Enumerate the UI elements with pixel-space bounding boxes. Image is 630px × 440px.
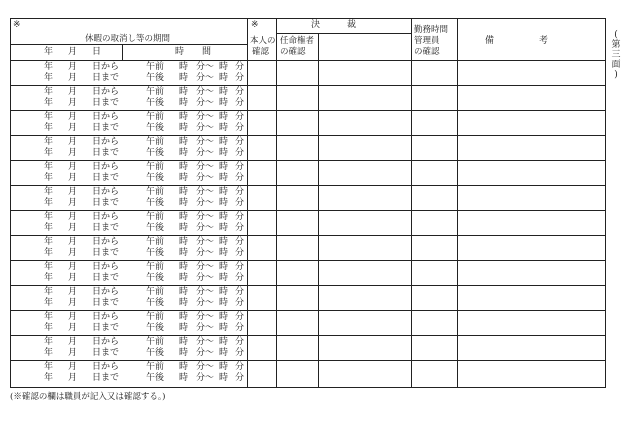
hour-label: 時: [179, 262, 189, 272]
hour-label: 時: [219, 173, 229, 183]
minute-from-label: 分～: [196, 112, 215, 122]
period-row: [10, 161, 606, 186]
month-label: 月: [68, 298, 78, 308]
minute-label: 分: [235, 312, 245, 322]
year-label: 年: [44, 87, 54, 97]
minute-label: 分: [235, 187, 245, 197]
hour-label: 時: [219, 323, 229, 333]
pm-label: 午後: [146, 373, 165, 383]
am-label: 午前: [146, 187, 165, 197]
period-row: [10, 86, 606, 111]
minute-from-label: 分～: [196, 348, 215, 358]
minute-from-label: 分～: [196, 323, 215, 333]
day-from-label: 日から: [92, 237, 120, 247]
hour-label: 時: [179, 123, 189, 133]
hour-label: 時: [219, 73, 229, 83]
hour-label: 時: [179, 223, 189, 233]
period-row: [10, 136, 606, 161]
kinmu-label-3: の確認: [414, 47, 440, 57]
minute-label: 分: [235, 87, 245, 97]
hour-label: 時: [219, 223, 229, 233]
month-label: 月: [68, 337, 78, 347]
header-year: 年: [44, 47, 54, 57]
pm-label: 午後: [146, 73, 165, 83]
hour-label: 時: [219, 62, 229, 72]
minute-label: 分: [235, 373, 245, 383]
hour-label: 時: [179, 87, 189, 97]
period-row: [10, 261, 606, 286]
minute-from-label: 分～: [196, 198, 215, 208]
minute-from-label: 分～: [196, 362, 215, 372]
footnote: (※確認の欄は職員が記入又は確認する。): [10, 392, 166, 402]
hour-label: 時: [219, 312, 229, 322]
minute-label: 分: [235, 73, 245, 83]
period-row: [10, 111, 606, 136]
honnin-label-2: 確認: [252, 47, 270, 57]
am-label: 午前: [146, 212, 165, 222]
hour-label: 時: [179, 298, 189, 308]
hour-label: 時: [179, 273, 189, 283]
minute-from-label: 分～: [196, 87, 215, 97]
header-divider-period: [10, 44, 247, 45]
hour-label: 時: [179, 73, 189, 83]
minute-label: 分: [235, 262, 245, 272]
pm-label: 午後: [146, 223, 165, 233]
day-from-label: 日から: [92, 62, 120, 72]
hour-label: 時: [179, 373, 189, 383]
kinmu-label-2: 管理員: [414, 36, 440, 46]
hour-label: 時: [179, 98, 189, 108]
pm-label: 午後: [146, 148, 165, 158]
am-label: 午前: [146, 237, 165, 247]
minute-label: 分: [235, 323, 245, 333]
minute-label: 分: [235, 98, 245, 108]
pm-label: 午後: [146, 323, 165, 333]
hour-label: 時: [219, 287, 229, 297]
month-label: 月: [68, 373, 78, 383]
minute-from-label: 分～: [196, 298, 215, 308]
month-label: 月: [68, 223, 78, 233]
hour-label: 時: [179, 323, 189, 333]
day-from-label: 日から: [92, 287, 120, 297]
day-from-label: 日から: [92, 112, 120, 122]
year-label: 年: [44, 237, 54, 247]
month-label: 月: [68, 312, 78, 322]
period-row: [10, 361, 606, 386]
biko-label: 備 考: [485, 36, 549, 46]
header-month: 月: [68, 47, 78, 57]
minute-from-label: 分～: [196, 62, 215, 72]
month-label: 月: [68, 323, 78, 333]
minute-from-label: 分～: [196, 98, 215, 108]
year-label: 年: [44, 187, 54, 197]
year-label: 年: [44, 248, 54, 258]
header-divider-date-time: [122, 44, 123, 60]
month-label: 月: [68, 148, 78, 158]
year-label: 年: [44, 287, 54, 297]
year-label: 年: [44, 323, 54, 333]
minute-from-label: 分～: [196, 373, 215, 383]
day-until-label: 日まで: [92, 223, 120, 233]
day-from-label: 日から: [92, 87, 120, 97]
year-label: 年: [44, 312, 54, 322]
page-label: [610, 30, 622, 80]
pm-label: 午後: [146, 348, 165, 358]
pm-label: 午後: [146, 273, 165, 283]
leave-cancellation-form-table: [10, 18, 606, 388]
minute-label: 分: [235, 273, 245, 283]
period-row: [10, 311, 606, 336]
minute-from-label: 分～: [196, 287, 215, 297]
month-label: 月: [68, 87, 78, 97]
minute-from-label: 分～: [196, 237, 215, 247]
period-row: [10, 236, 606, 261]
minute-label: 分: [235, 298, 245, 308]
minute-label: 分: [235, 173, 245, 183]
am-label: 午前: [146, 262, 165, 272]
am-label: 午前: [146, 312, 165, 322]
page-label-char: (: [614, 30, 618, 40]
hour-label: 時: [219, 112, 229, 122]
day-until-label: 日まで: [92, 248, 120, 258]
minute-from-label: 分～: [196, 212, 215, 222]
minute-label: 分: [235, 223, 245, 233]
day-until-label: 日まで: [92, 148, 120, 158]
minute-label: 分: [235, 248, 245, 258]
minute-from-label: 分～: [196, 223, 215, 233]
hour-label: 時: [179, 198, 189, 208]
day-until-label: 日まで: [92, 323, 120, 333]
hour-label: 時: [219, 348, 229, 358]
period-row: [10, 211, 606, 236]
minute-label: 分: [235, 123, 245, 133]
month-label: 月: [68, 123, 78, 133]
hour-label: 時: [219, 262, 229, 272]
hour-label: 時: [179, 248, 189, 258]
year-label: 年: [44, 137, 54, 147]
period-row: [10, 61, 606, 86]
ninmei-label-1: 任命権者: [280, 36, 315, 46]
month-label: 月: [68, 198, 78, 208]
year-label: 年: [44, 162, 54, 172]
hour-label: 時: [219, 123, 229, 133]
minute-from-label: 分～: [196, 137, 215, 147]
period-row: [10, 336, 606, 361]
mark-left: ※: [13, 20, 21, 30]
year-label: 年: [44, 373, 54, 383]
minute-label: 分: [235, 137, 245, 147]
month-label: 月: [68, 362, 78, 372]
day-from-label: 日から: [92, 362, 120, 372]
hour-label: 時: [219, 248, 229, 258]
month-label: 月: [68, 348, 78, 358]
hour-label: 時: [219, 148, 229, 158]
hour-label: 時: [219, 298, 229, 308]
year-label: 年: [44, 173, 54, 183]
am-label: 午前: [146, 337, 165, 347]
day-until-label: 日まで: [92, 123, 120, 133]
hour-label: 時: [179, 62, 189, 72]
hour-label: 時: [179, 187, 189, 197]
am-label: 午前: [146, 112, 165, 122]
am-label: 午前: [146, 287, 165, 297]
minute-label: 分: [235, 237, 245, 247]
minute-from-label: 分～: [196, 337, 215, 347]
month-label: 月: [68, 173, 78, 183]
month-label: 月: [68, 98, 78, 108]
table-border-bottom: [10, 387, 606, 388]
page-label-char: ): [614, 70, 618, 80]
hour-label: 時: [179, 348, 189, 358]
minute-from-label: 分～: [196, 187, 215, 197]
header-day: 日: [92, 47, 102, 57]
day-until-label: 日まで: [92, 98, 120, 108]
ninmei-label-2: の確認: [280, 47, 306, 57]
day-from-label: 日から: [92, 337, 120, 347]
year-label: 年: [44, 262, 54, 272]
day-until-label: 日まで: [92, 348, 120, 358]
minute-label: 分: [235, 148, 245, 158]
hour-label: 時: [179, 112, 189, 122]
hour-label: 時: [179, 148, 189, 158]
page-label-char: 面: [611, 60, 621, 70]
hour-label: 時: [219, 373, 229, 383]
page-label-char: 三: [611, 50, 621, 60]
page-label-char: 第: [611, 40, 621, 50]
minute-label: 分: [235, 348, 245, 358]
minute-label: 分: [235, 198, 245, 208]
kessai-label: 決 裁: [311, 20, 357, 30]
year-label: 年: [44, 273, 54, 283]
hour-label: 時: [179, 137, 189, 147]
am-label: 午前: [146, 137, 165, 147]
year-label: 年: [44, 73, 54, 83]
minute-from-label: 分～: [196, 162, 215, 172]
pm-label: 午後: [146, 98, 165, 108]
day-from-label: 日から: [92, 137, 120, 147]
minute-label: 分: [235, 337, 245, 347]
month-label: 月: [68, 237, 78, 247]
year-label: 年: [44, 62, 54, 72]
minute-from-label: 分～: [196, 173, 215, 183]
mark-right: ※: [251, 20, 259, 30]
year-label: 年: [44, 112, 54, 122]
pm-label: 午後: [146, 123, 165, 133]
month-label: 月: [68, 287, 78, 297]
month-label: 月: [68, 187, 78, 197]
am-label: 午前: [146, 362, 165, 372]
am-label: 午前: [146, 87, 165, 97]
year-label: 年: [44, 348, 54, 358]
year-label: 年: [44, 362, 54, 372]
hour-label: 時: [219, 362, 229, 372]
year-label: 年: [44, 148, 54, 158]
hour-label: 時: [219, 187, 229, 197]
year-label: 年: [44, 123, 54, 133]
hour-label: 時: [179, 212, 189, 222]
month-label: 月: [68, 212, 78, 222]
hour-label: 時: [179, 162, 189, 172]
minute-label: 分: [235, 362, 245, 372]
header-divider-kessai: [276, 33, 411, 34]
day-until-label: 日まで: [92, 273, 120, 283]
day-from-label: 日から: [92, 162, 120, 172]
year-label: 年: [44, 198, 54, 208]
month-label: 月: [68, 73, 78, 83]
minute-label: 分: [235, 212, 245, 222]
month-label: 月: [68, 62, 78, 72]
hour-label: 時: [219, 98, 229, 108]
minute-from-label: 分～: [196, 148, 215, 158]
minute-label: 分: [235, 162, 245, 172]
hour-label: 時: [179, 287, 189, 297]
hour-label: 時: [219, 273, 229, 283]
day-until-label: 日まで: [92, 298, 120, 308]
hour-label: 時: [219, 212, 229, 222]
minute-from-label: 分～: [196, 73, 215, 83]
minute-label: 分: [235, 62, 245, 72]
year-label: 年: [44, 223, 54, 233]
minute-from-label: 分～: [196, 248, 215, 258]
year-label: 年: [44, 212, 54, 222]
month-label: 月: [68, 248, 78, 258]
hour-label: 時: [179, 312, 189, 322]
period-title: 休暇の取消し等の期間: [85, 34, 171, 44]
header-time: 時 間: [175, 47, 212, 57]
hour-label: 時: [179, 173, 189, 183]
period-row: [10, 286, 606, 311]
day-from-label: 日から: [92, 187, 120, 197]
day-until-label: 日まで: [92, 73, 120, 83]
kinmu-label-1: 勤務時間: [414, 25, 449, 35]
hour-label: 時: [219, 337, 229, 347]
period-row: [10, 186, 606, 211]
pm-label: 午後: [146, 298, 165, 308]
year-label: 年: [44, 337, 54, 347]
hour-label: 時: [179, 237, 189, 247]
minute-from-label: 分～: [196, 262, 215, 272]
day-until-label: 日まで: [92, 173, 120, 183]
minute-label: 分: [235, 287, 245, 297]
day-from-label: 日から: [92, 262, 120, 272]
year-label: 年: [44, 298, 54, 308]
pm-label: 午後: [146, 198, 165, 208]
day-from-label: 日から: [92, 212, 120, 222]
hour-label: 時: [179, 362, 189, 372]
pm-label: 午後: [146, 248, 165, 258]
minute-from-label: 分～: [196, 312, 215, 322]
minute-label: 分: [235, 112, 245, 122]
year-label: 年: [44, 98, 54, 108]
hour-label: 時: [219, 162, 229, 172]
hour-label: 時: [219, 137, 229, 147]
am-label: 午前: [146, 62, 165, 72]
day-until-label: 日まで: [92, 198, 120, 208]
month-label: 月: [68, 262, 78, 272]
day-until-label: 日まで: [92, 373, 120, 383]
month-label: 月: [68, 137, 78, 147]
hour-label: 時: [219, 87, 229, 97]
pm-label: 午後: [146, 173, 165, 183]
month-label: 月: [68, 162, 78, 172]
hour-label: 時: [219, 198, 229, 208]
table-border-top: [10, 18, 606, 19]
day-from-label: 日から: [92, 312, 120, 322]
month-label: 月: [68, 112, 78, 122]
hour-label: 時: [219, 237, 229, 247]
honnin-label-1: 本人の: [250, 36, 276, 46]
hour-label: 時: [179, 337, 189, 347]
am-label: 午前: [146, 162, 165, 172]
month-label: 月: [68, 273, 78, 283]
minute-from-label: 分～: [196, 123, 215, 133]
minute-from-label: 分～: [196, 273, 215, 283]
